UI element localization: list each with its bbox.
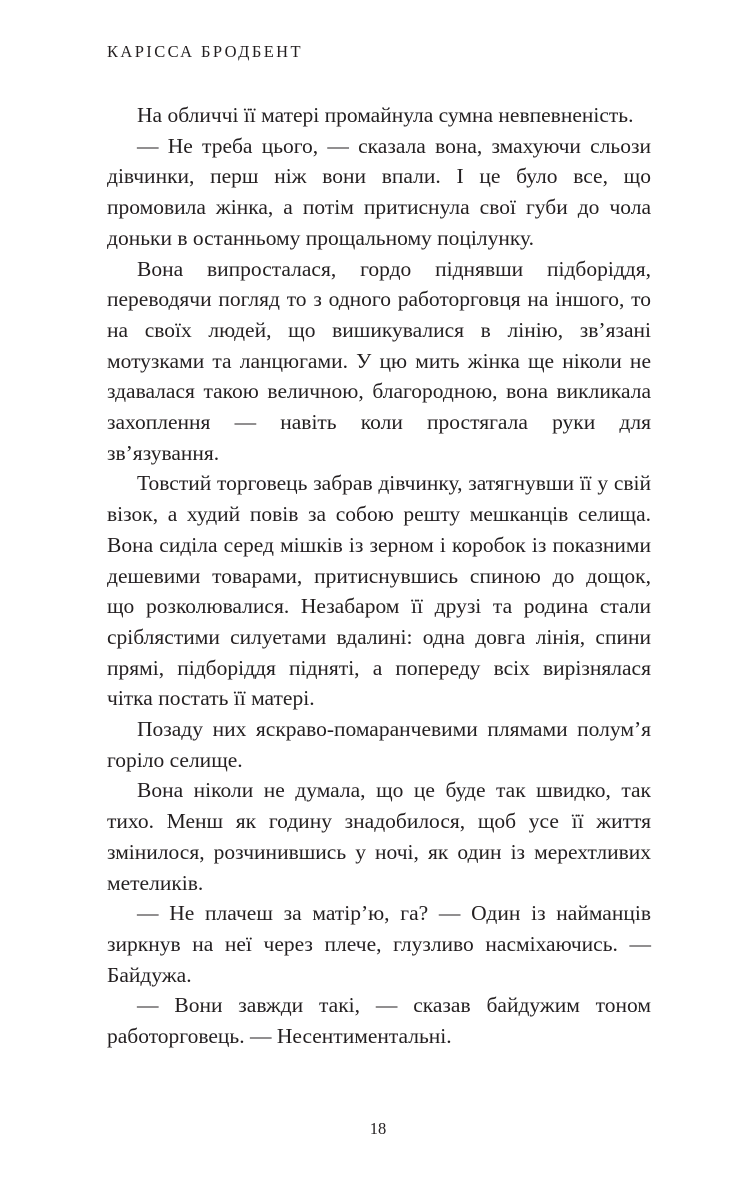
paragraph: Позаду них яскраво-помаранчевими плямами полум’я горіло селище. <box>107 717 651 772</box>
paragraph: На обличчі її матері промайнула сумна невпевненість. <box>137 103 634 127</box>
paragraph: — Вони завжди такі, — сказав байдужим тоном работорговець. — Несентиментальні. <box>107 993 651 1049</box>
body-text <box>107 100 651 1052</box>
paragraph: Вона випросталася, гордо піднявши підборіддя, переводячи погляд то з одного работорговця на іншого, то на своїх людей, що вишикувалися в лінію, зв’язані мотузками та ланцюгами. У цю мить жінка ще ніколи не здавалася такою величною, благородною, вона викликала захоплення — навіть коли простягала руки для зв’язування. <box>107 256 651 465</box>
paragraph: Вона ніколи не думала, що це буде так швидко, так тихо. Менш як годину знадобилося, щоб усе її життя змінилося, розчинившись у ночі, як один із мерехтливих метеликів. <box>107 778 651 895</box>
paragraph: — Не плачеш за матір’ю, га? — Один із найманців зиркнув на неї через плече, глузливо насміхаючись. — Байдужа. <box>107 901 651 987</box>
page-number: 18 <box>369 1119 387 1138</box>
running-head: КАРІССА БРОДБЕНТ <box>107 42 303 61</box>
paragraph: Товстий торговець забрав дівчинку, затягнувши її у свій візок, а худий повів за собою решту мешканців селища. Вона сиділа серед мішків із зерном і коробок із показними дешевими товарами, притиснувшись спиною до дощок, що розколювалися. Незабаром її друзі та родина стали сріблястими силуетами вдалині: одна довга лінія, спини прямі, підборіддя підняті, а попереду всіх вирізнялася чітка постать її матері. <box>107 471 651 711</box>
paragraph: — Не треба цього, — сказала вона, змахуючи сльози дівчинки, перш ніж вони впали. І це було все, що промовила жінка, а потім притиснула свої губи до чола доньки в останньому прощальному поцілунку. <box>107 133 651 250</box>
